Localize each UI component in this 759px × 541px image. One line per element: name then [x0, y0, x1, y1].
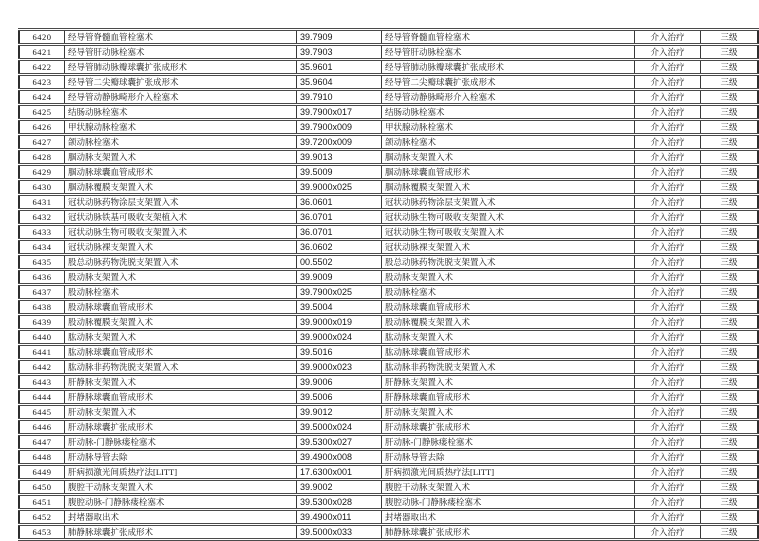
table-row	[19, 75, 758, 90]
level-cell: 三级	[701, 390, 759, 405]
standard-name-cell: 肺静脉球囊扩张成形术	[382, 525, 635, 540]
level-cell: 三级	[701, 480, 759, 495]
standard-name-cell: 肝静脉球囊血管成形术	[382, 390, 635, 405]
procedure-code-cell: 00.5502	[297, 255, 382, 270]
standard-name-cell: 冠状动脉生物可吸收支架置入术	[382, 210, 635, 225]
standard-name-cell: 肝病损激光间质热疗法[LITT]	[382, 465, 635, 480]
procedure-name-cell: 肺静脉球囊扩张成形术	[65, 525, 297, 540]
level-cell: 三级	[701, 375, 759, 390]
table-row	[19, 405, 758, 420]
standard-name-cell: 经导管肺动脉瓣球囊扩张成形术	[382, 60, 635, 75]
level-cell: 三级	[701, 270, 759, 285]
category-cell: 介入治疗	[635, 405, 701, 420]
procedure-code-cell: 39.5004	[297, 300, 382, 315]
level-cell: 三级	[701, 195, 759, 210]
procedure-code-cell: 36.0701	[297, 210, 382, 225]
procedure-name-cell: 肱动脉支架置入术	[65, 330, 297, 345]
standard-name-cell: 肱动脉非药物洗脱支架置入术	[382, 360, 635, 375]
table-row	[19, 270, 758, 285]
row-id-cell: 6437	[19, 285, 65, 300]
procedure-name-cell: 肝动脉支架置入术	[65, 405, 297, 420]
level-cell: 三级	[701, 135, 759, 150]
level-cell: 三级	[701, 435, 759, 450]
level-cell: 三级	[701, 255, 759, 270]
row-id-cell: 6453	[19, 525, 65, 540]
level-cell: 三级	[701, 285, 759, 300]
procedure-code-cell: 39.7900x025	[297, 285, 382, 300]
level-cell: 三级	[701, 345, 759, 360]
row-id-cell: 6431	[19, 195, 65, 210]
row-id-cell: 6433	[19, 225, 65, 240]
level-cell: 三级	[701, 300, 759, 315]
row-id-cell: 6452	[19, 510, 65, 525]
row-id-cell: 6448	[19, 450, 65, 465]
category-cell: 介入治疗	[635, 435, 701, 450]
procedure-code-cell: 39.9000x024	[297, 330, 382, 345]
level-cell: 三级	[701, 30, 759, 45]
table-row	[19, 180, 758, 195]
procedure-name-cell: 肝病损激光间质热疗法[LITT]	[65, 465, 297, 480]
procedure-name-cell: 股动脉球囊血管成形术	[65, 300, 297, 315]
category-cell: 介入治疗	[635, 300, 701, 315]
procedure-code-cell: 36.0601	[297, 195, 382, 210]
standard-name-cell: 腘动脉覆膜支架置入术	[382, 180, 635, 195]
procedure-name-cell: 腹腔动脉-门静脉瘘栓塞术	[65, 495, 297, 510]
category-cell: 介入治疗	[635, 390, 701, 405]
category-cell: 介入治疗	[635, 345, 701, 360]
procedure-code-cell: 39.7903	[297, 45, 382, 60]
table-row	[19, 150, 758, 165]
category-cell: 介入治疗	[635, 495, 701, 510]
procedure-code-cell: 39.9006	[297, 375, 382, 390]
standard-name-cell: 颌动脉栓塞术	[382, 135, 635, 150]
table-row	[19, 465, 758, 480]
category-cell: 介入治疗	[635, 420, 701, 435]
category-cell: 介入治疗	[635, 330, 701, 345]
table-row	[19, 450, 758, 465]
procedure-name-cell: 肱动脉非药物洗脱支架置入术	[65, 360, 297, 375]
procedure-code-cell: 39.7910	[297, 90, 382, 105]
table-row	[19, 120, 758, 135]
procedure-name-cell: 冠状动脉药物涂层支架置入术	[65, 195, 297, 210]
table-row	[19, 210, 758, 225]
procedure-code-cell: 39.4900x008	[297, 450, 382, 465]
category-cell: 介入治疗	[635, 375, 701, 390]
row-id-cell: 6439	[19, 315, 65, 330]
table-row	[19, 60, 758, 75]
table-row	[19, 525, 758, 540]
standard-name-cell: 股总动脉药物洗脱支架置入术	[382, 255, 635, 270]
procedure-code-cell: 35.9601	[297, 60, 382, 75]
category-cell: 介入治疗	[635, 75, 701, 90]
level-cell: 三级	[701, 420, 759, 435]
standard-name-cell: 经导管二尖瓣球囊扩张成形术	[382, 75, 635, 90]
procedure-name-cell: 冠状动脉裸支架置入术	[65, 240, 297, 255]
level-cell: 三级	[701, 330, 759, 345]
row-id-cell: 6441	[19, 345, 65, 360]
procedure-code-cell: 39.5016	[297, 345, 382, 360]
category-cell: 介入治疗	[635, 270, 701, 285]
procedure-name-cell: 腘动脉覆膜支架置入术	[65, 180, 297, 195]
row-id-cell: 6435	[19, 255, 65, 270]
table-row	[19, 420, 758, 435]
table-row	[19, 435, 758, 450]
category-cell: 介入治疗	[635, 465, 701, 480]
procedure-name-cell: 经导管动静脉畸形介入栓塞术	[65, 90, 297, 105]
table-row	[19, 135, 758, 150]
standard-name-cell: 冠状动脉药物涂层支架置入术	[382, 195, 635, 210]
category-cell: 介入治疗	[635, 30, 701, 45]
category-cell: 介入治疗	[635, 255, 701, 270]
standard-name-cell: 股动脉覆膜支架置入术	[382, 315, 635, 330]
procedure-code-cell: 36.0602	[297, 240, 382, 255]
row-id-cell: 6434	[19, 240, 65, 255]
standard-name-cell: 经导管动静脉畸形介入栓塞术	[382, 90, 635, 105]
level-cell: 三级	[701, 450, 759, 465]
row-id-cell: 6450	[19, 480, 65, 495]
row-id-cell: 6445	[19, 405, 65, 420]
category-cell: 介入治疗	[635, 510, 701, 525]
category-cell: 介入治疗	[635, 180, 701, 195]
table-row	[19, 495, 758, 510]
category-cell: 介入治疗	[635, 45, 701, 60]
category-cell: 介入治疗	[635, 480, 701, 495]
standard-name-cell: 肱动脉球囊血管成形术	[382, 345, 635, 360]
standard-name-cell: 股动脉栓塞术	[382, 285, 635, 300]
procedure-code-cell: 35.9604	[297, 75, 382, 90]
standard-name-cell: 股动脉球囊血管成形术	[382, 300, 635, 315]
table-row	[19, 285, 758, 300]
category-cell: 介入治疗	[635, 135, 701, 150]
row-id-cell: 6449	[19, 465, 65, 480]
category-cell: 介入治疗	[635, 210, 701, 225]
level-cell: 三级	[701, 45, 759, 60]
level-cell: 三级	[701, 525, 759, 540]
category-cell: 介入治疗	[635, 315, 701, 330]
procedure-code-cell: 39.9013	[297, 150, 382, 165]
procedure-name-cell: 肱动脉球囊血管成形术	[65, 345, 297, 360]
level-cell: 三级	[701, 105, 759, 120]
procedure-name-cell: 肝静脉球囊血管成形术	[65, 390, 297, 405]
procedure-name-cell: 股动脉栓塞术	[65, 285, 297, 300]
level-cell: 三级	[701, 165, 759, 180]
standard-name-cell: 腘动脉球囊血管成形术	[382, 165, 635, 180]
procedure-name-cell: 经导管肝动脉栓塞术	[65, 45, 297, 60]
category-cell: 介入治疗	[635, 525, 701, 540]
category-cell: 介入治疗	[635, 150, 701, 165]
table-row	[19, 300, 758, 315]
level-cell: 三级	[701, 90, 759, 105]
procedure-name-cell: 股总动脉药物洗脱支架置入术	[65, 255, 297, 270]
level-cell: 三级	[701, 510, 759, 525]
procedure-code-cell: 39.9002	[297, 480, 382, 495]
procedure-code-cell: 36.0701	[297, 225, 382, 240]
table-row	[19, 345, 758, 360]
procedure-name-cell: 肝动脉球囊扩张成形术	[65, 420, 297, 435]
standard-name-cell: 封堵器取出术	[382, 510, 635, 525]
table-row	[19, 330, 758, 345]
level-cell: 三级	[701, 75, 759, 90]
standard-name-cell: 肱动脉支架置入术	[382, 330, 635, 345]
standard-name-cell: 股动脉支架置入术	[382, 270, 635, 285]
procedure-name-cell: 经导管二尖瓣球囊扩张成形术	[65, 75, 297, 90]
row-id-cell: 6423	[19, 75, 65, 90]
category-cell: 介入治疗	[635, 120, 701, 135]
row-id-cell: 6451	[19, 495, 65, 510]
procedure-name-cell: 腘动脉支架置入术	[65, 150, 297, 165]
procedure-code-cell: 39.5300x028	[297, 495, 382, 510]
standard-name-cell: 经导管肝动脉栓塞术	[382, 45, 635, 60]
procedure-name-cell: 冠状动脉铁基可吸收支架植入术	[65, 210, 297, 225]
procedure-name-cell: 封堵器取出术	[65, 510, 297, 525]
procedure-name-cell: 肝动脉-门静脉瘘栓塞术	[65, 435, 297, 450]
table-row	[19, 165, 758, 180]
row-id-cell: 6425	[19, 105, 65, 120]
table-row	[19, 480, 758, 495]
procedure-code-cell: 39.5000x033	[297, 525, 382, 540]
procedure-code-cell: 39.9009	[297, 270, 382, 285]
row-id-cell: 6440	[19, 330, 65, 345]
procedure-name-cell: 冠状动脉生物可吸收支架置入术	[65, 225, 297, 240]
procedure-name-cell: 腹腔干动脉支架置入术	[65, 480, 297, 495]
level-cell: 三级	[701, 180, 759, 195]
standard-name-cell: 甲状腺动脉栓塞术	[382, 120, 635, 135]
procedure-name-cell: 结肠动脉栓塞术	[65, 105, 297, 120]
row-id-cell: 6443	[19, 375, 65, 390]
table-row	[19, 45, 758, 60]
standard-name-cell: 肝动脉支架置入术	[382, 405, 635, 420]
procedure-code-cell: 39.5300x027	[297, 435, 382, 450]
table-row	[19, 30, 758, 45]
standard-name-cell: 经导管脊髓血管栓塞术	[382, 30, 635, 45]
procedure-name-cell: 腘动脉球囊血管成形术	[65, 165, 297, 180]
category-cell: 介入治疗	[635, 60, 701, 75]
row-id-cell: 6442	[19, 360, 65, 375]
category-cell: 介入治疗	[635, 225, 701, 240]
level-cell: 三级	[701, 150, 759, 165]
row-id-cell: 6420	[19, 30, 65, 45]
procedure-name-cell: 股动脉覆膜支架置入术	[65, 315, 297, 330]
category-cell: 介入治疗	[635, 105, 701, 120]
procedure-code-cell: 39.9000x025	[297, 180, 382, 195]
procedure-code-cell: 17.6300x001	[297, 465, 382, 480]
standard-name-cell: 腘动脉支架置入术	[382, 150, 635, 165]
row-id-cell: 6436	[19, 270, 65, 285]
procedure-table-body	[19, 30, 758, 540]
standard-name-cell: 冠状动脉生物可吸收支架置入术	[382, 225, 635, 240]
table-row	[19, 195, 758, 210]
procedure-code-cell: 39.7909	[297, 30, 382, 45]
procedure-code-cell: 39.5009	[297, 165, 382, 180]
category-cell: 介入治疗	[635, 240, 701, 255]
procedure-code-cell: 39.4900x011	[297, 510, 382, 525]
procedure-name-cell: 经导管肺动脉瓣球囊扩张成形术	[65, 60, 297, 75]
procedure-code-cell: 39.7200x009	[297, 135, 382, 150]
standard-name-cell: 肝静脉支架置入术	[382, 375, 635, 390]
category-cell: 介入治疗	[635, 195, 701, 210]
procedure-code-cell: 39.9000x019	[297, 315, 382, 330]
level-cell: 三级	[701, 405, 759, 420]
table-row	[19, 240, 758, 255]
table-row	[19, 225, 758, 240]
row-id-cell: 6447	[19, 435, 65, 450]
row-id-cell: 6430	[19, 180, 65, 195]
row-id-cell: 6421	[19, 45, 65, 60]
row-id-cell: 6438	[19, 300, 65, 315]
standard-name-cell: 肝动脉-门静脉瘘栓塞术	[382, 435, 635, 450]
table-row	[19, 90, 758, 105]
row-id-cell: 6426	[19, 120, 65, 135]
table-row	[19, 510, 758, 525]
row-id-cell: 6422	[19, 60, 65, 75]
category-cell: 介入治疗	[635, 450, 701, 465]
table-row	[19, 390, 758, 405]
standard-name-cell: 冠状动脉裸支架置入术	[382, 240, 635, 255]
procedure-code-cell: 39.9012	[297, 405, 382, 420]
standard-name-cell: 肝动脉球囊扩张成形术	[382, 420, 635, 435]
procedure-name-cell: 肝静脉支架置入术	[65, 375, 297, 390]
procedure-code-cell: 39.7900x009	[297, 120, 382, 135]
level-cell: 三级	[701, 315, 759, 330]
category-cell: 介入治疗	[635, 165, 701, 180]
procedure-name-cell: 股动脉支架置入术	[65, 270, 297, 285]
table-row	[19, 375, 758, 390]
standard-name-cell: 肝动脉导管去除	[382, 450, 635, 465]
level-cell: 三级	[701, 120, 759, 135]
row-id-cell: 6424	[19, 90, 65, 105]
row-id-cell: 6428	[19, 150, 65, 165]
procedure-name-cell: 颌动脉栓塞术	[65, 135, 297, 150]
table-row	[19, 360, 758, 375]
level-cell: 三级	[701, 495, 759, 510]
table-row	[19, 315, 758, 330]
level-cell: 三级	[701, 240, 759, 255]
procedure-code-cell: 39.7900x017	[297, 105, 382, 120]
procedure-code-cell: 39.9000x023	[297, 360, 382, 375]
level-cell: 三级	[701, 360, 759, 375]
table-row	[19, 105, 758, 120]
level-cell: 三级	[701, 210, 759, 225]
procedure-name-cell: 甲状腺动脉栓塞术	[65, 120, 297, 135]
standard-name-cell: 结肠动脉栓塞术	[382, 105, 635, 120]
table-row	[19, 255, 758, 270]
procedure-name-cell: 肝动脉导管去除	[65, 450, 297, 465]
procedure-code-cell: 39.5000x024	[297, 420, 382, 435]
row-id-cell: 6444	[19, 390, 65, 405]
procedure-name-cell: 经导管脊髓血管栓塞术	[65, 30, 297, 45]
procedure-table	[18, 28, 759, 541]
row-id-cell: 6429	[19, 165, 65, 180]
standard-name-cell: 腹腔动脉-门静脉瘘栓塞术	[382, 495, 635, 510]
standard-name-cell: 腹腔干动脉支架置入术	[382, 480, 635, 495]
category-cell: 介入治疗	[635, 90, 701, 105]
level-cell: 三级	[701, 60, 759, 75]
level-cell: 三级	[701, 465, 759, 480]
row-id-cell: 6427	[19, 135, 65, 150]
category-cell: 介入治疗	[635, 360, 701, 375]
level-cell: 三级	[701, 225, 759, 240]
row-id-cell: 6446	[19, 420, 65, 435]
category-cell: 介入治疗	[635, 285, 701, 300]
row-id-cell: 6432	[19, 210, 65, 225]
procedure-code-cell: 39.5006	[297, 390, 382, 405]
